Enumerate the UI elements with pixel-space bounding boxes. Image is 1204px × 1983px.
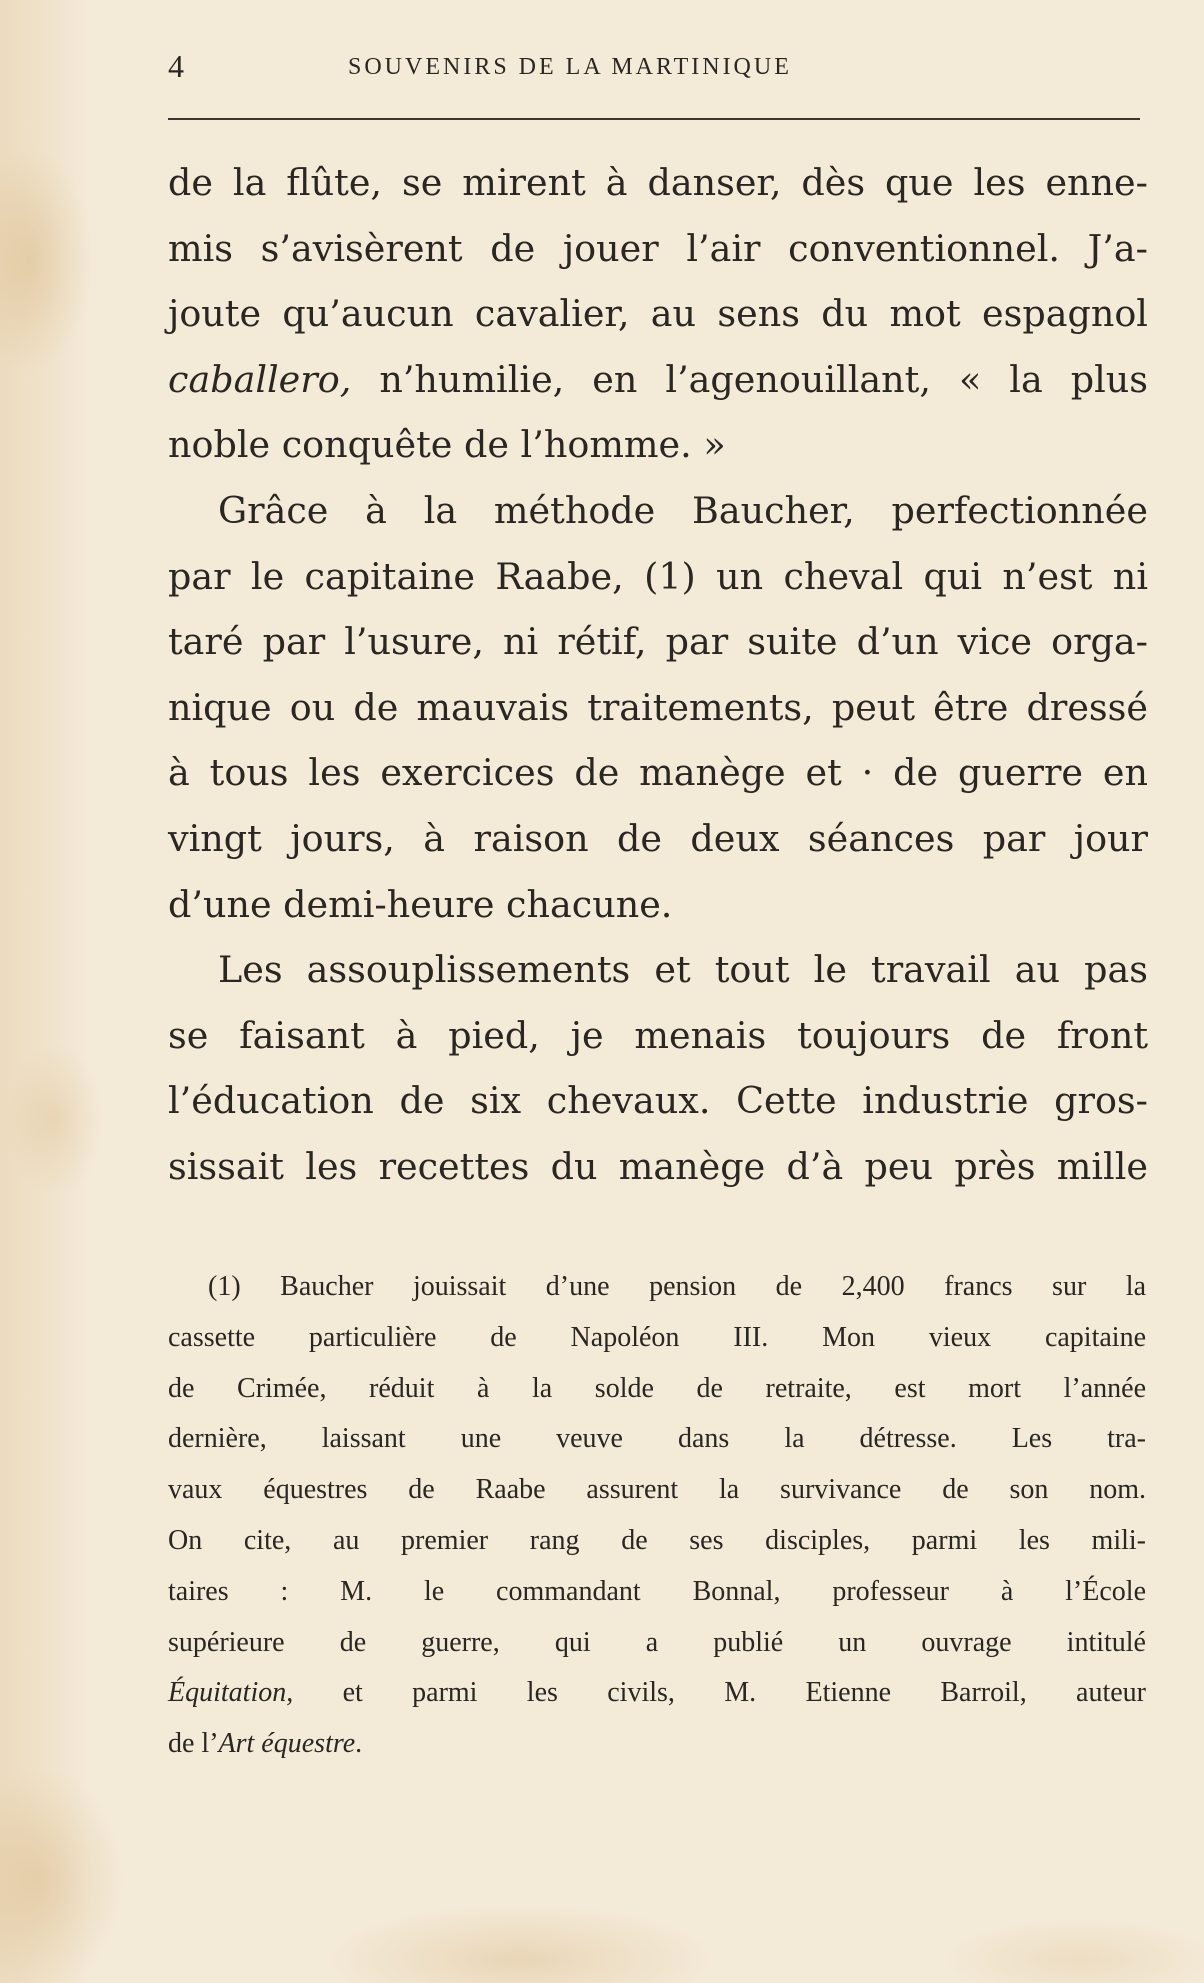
- footnote: [168, 1262, 1146, 1770]
- footnote-line: [168, 1668, 1146, 1719]
- footnote-line-rest: et parmi les civils, M. Etienne Barroil, auteur: [293, 1677, 1146, 1709]
- body-line: se faisant à pied, je menais toujours de front: [168, 1013, 1148, 1057]
- body-line: par le capitaine Raabe, (1) un cheval qui n’est ni: [168, 554, 1148, 598]
- body-line: Les assouplissements et tout le travail au pas: [218, 948, 1148, 992]
- body-line: d’une demi-heure chacune.: [168, 882, 673, 926]
- body-line: Grâce à la méthode Baucher, perfectionnée: [218, 488, 1148, 532]
- body-line: taré par l’usure, ni rétif, par suite d’un vice orga-: [168, 620, 1148, 664]
- body-line: mis s’avisèrent de jouer l’air conventionnel. J’a-: [168, 226, 1148, 270]
- footnote-line-end: .: [355, 1728, 363, 1760]
- footnote-line: (1) Baucher jouissait d’une pension de 2,400 francs sur la: [208, 1271, 1146, 1302]
- body-line: nique ou de mauvais traitements, peut être dressé: [168, 685, 1148, 729]
- body-line: sissait les recettes du manège d’à peu près mille: [168, 1144, 1148, 1188]
- page-number: 4: [168, 48, 184, 84]
- italic-title: Art équestre: [218, 1728, 356, 1760]
- footnote-line: vaux équestres de Raabe assurent la survivance de son nom.: [168, 1474, 1146, 1506]
- body-line: de la flûte, se mirent à danser, dès que les enne-: [168, 161, 1148, 204]
- footnote-line: cassette particulière de Napoléon III. Mon vieux capitaine: [168, 1321, 1146, 1353]
- body-line: l’éducation de six chevaux. Cette industrie gros-: [168, 1079, 1148, 1123]
- italic-title: Équitation,: [168, 1677, 294, 1709]
- body-line: [168, 347, 1148, 413]
- footnote-line: taires : M. le commandant Bonnal, professeur à l’École: [168, 1575, 1146, 1607]
- body-line: à tous les exercices de manège et · de guerre en: [168, 751, 1148, 795]
- body-line: vingt jours, à raison de deux séances par jour: [168, 816, 1148, 860]
- footnote-line: de Crimée, réduit à la solde de retraite, est mort l’année: [168, 1372, 1146, 1404]
- header-rule: [168, 118, 1140, 120]
- footnote-line: supérieure de guerre, qui a publié un ouvrage intitulé: [168, 1626, 1146, 1658]
- footnote-line: On cite, au premier rang de ses disciples, parmi les mili-: [168, 1524, 1146, 1556]
- italic-word: caballero,: [168, 357, 352, 401]
- body-line: joute qu’aucun cavalier, au sens du mot espagnol: [168, 292, 1148, 336]
- body-line: noble conquête de l’homme. »: [168, 423, 726, 467]
- running-head: [168, 46, 1140, 96]
- body-text: [168, 150, 1148, 1200]
- footnote-line-start: de l’: [168, 1728, 219, 1760]
- body-line-rest: n’humilie, en l’agenouillant, « la plus: [351, 357, 1148, 401]
- footnote-line: [168, 1719, 1146, 1770]
- running-title: SOUVENIRS DE LA MARTINIQUE: [348, 54, 792, 80]
- footnote-line: dernière, laissant une veuve dans la détresse. Les tra-: [168, 1423, 1146, 1455]
